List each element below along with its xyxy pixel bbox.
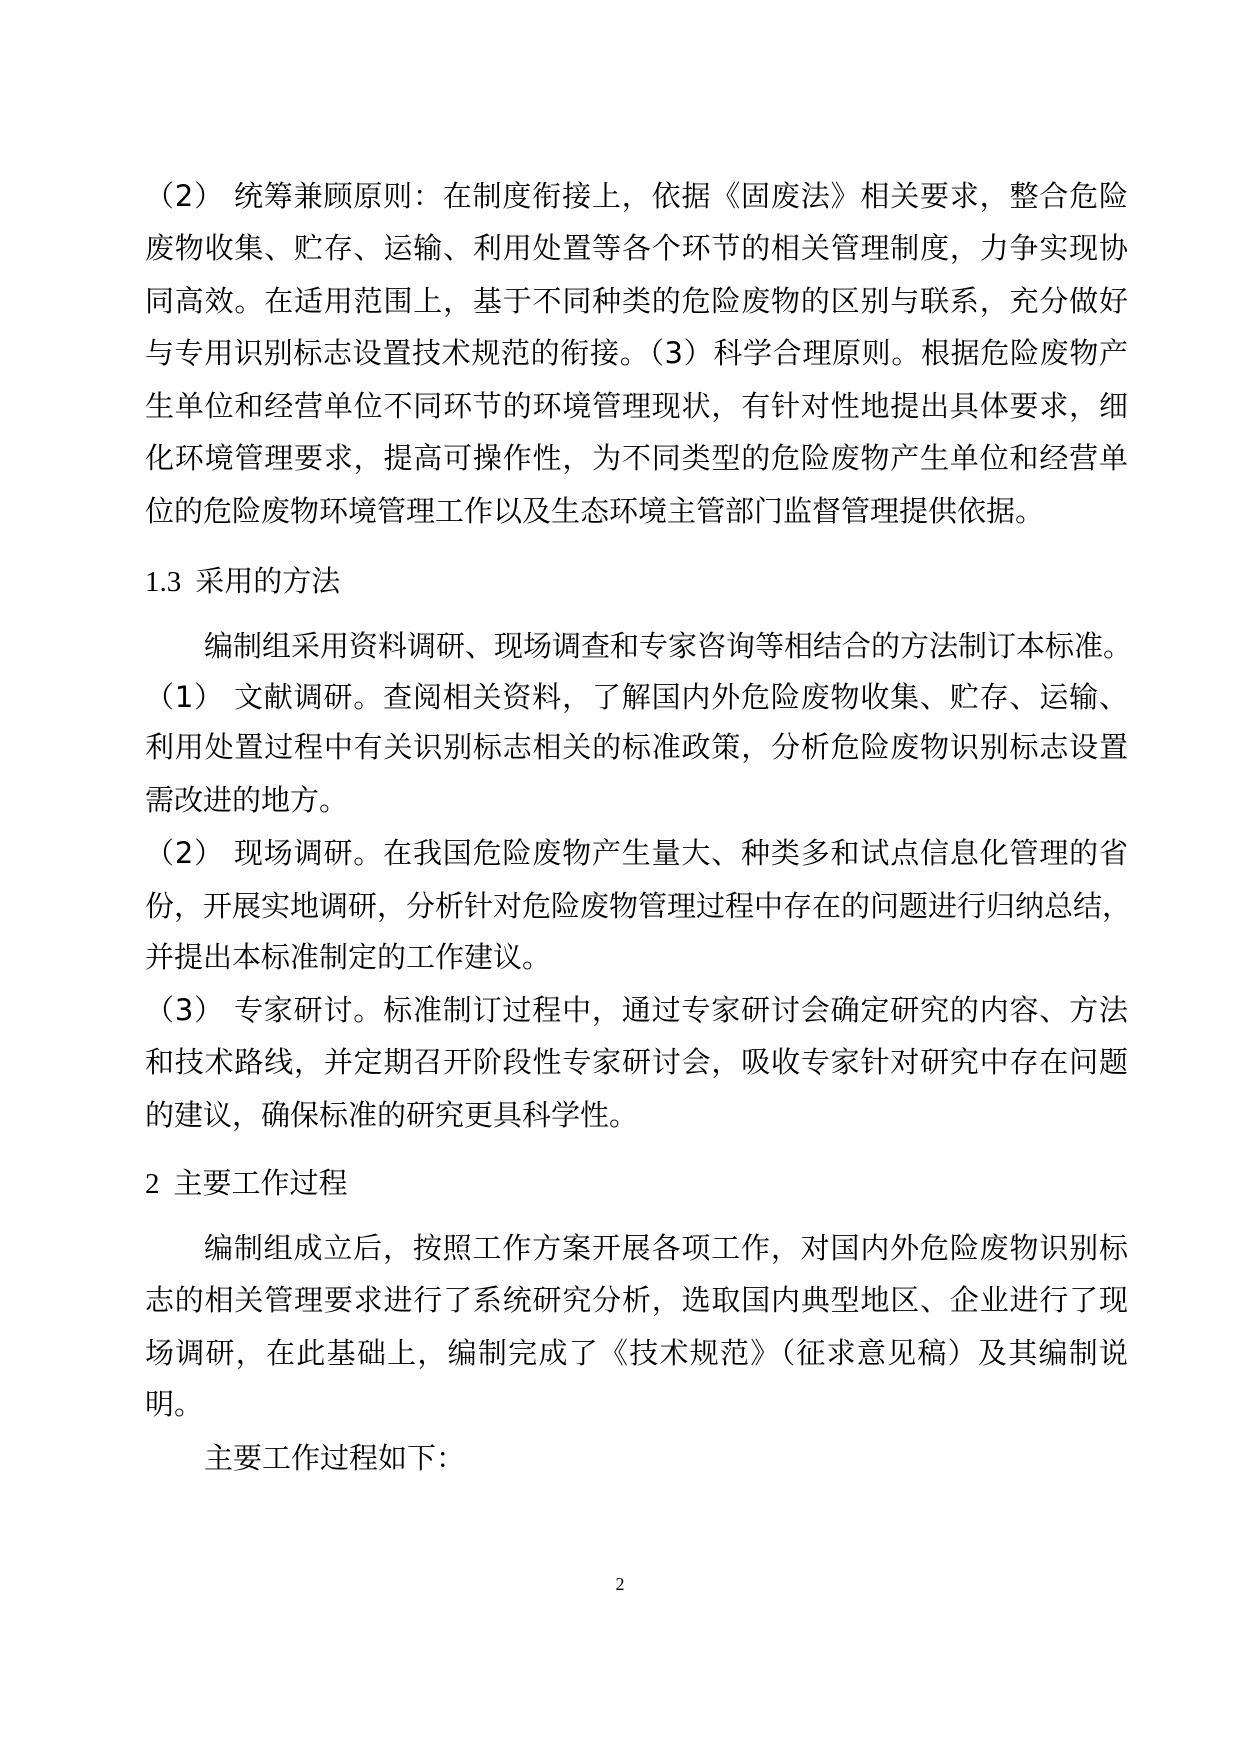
text-line: 与专用识别标志设置技术规范的衔接。（3）科学合理原则。根据危险废物产	[145, 336, 1128, 370]
section-number: 2	[145, 1168, 160, 1200]
text-line: 同高效。在适用范围上，基于不同种类的危险废物的区别与联系，充分做好	[145, 284, 1128, 318]
text-line: 需改进的地方。	[145, 783, 349, 817]
text-line: 并提出本标准制定的工作建议。	[145, 940, 552, 974]
text-line: 主要工作过程如下：	[204, 1441, 466, 1475]
section-title: 主要工作过程	[173, 1166, 348, 1200]
text-line: 生单位和经营单位不同环节的环境管理现状，有针对性地提出具体要求，细	[145, 389, 1128, 423]
text-line: 志的相关管理要求进行了系统研究分析，选取国内典型地区、企业进行了现	[145, 1283, 1128, 1317]
text-line: （1） 文献调研。查阅相关资料，了解国内外危险废物收集、贮存、运输、	[145, 680, 1128, 714]
section-heading-1-3	[145, 561, 340, 601]
methods-intro: 编制组采用资料调研、现场调查和专家咨询等相结合的方法制订本标准。	[204, 629, 1133, 663]
text-line: 编制组成立后，按照工作方案开展各项工作，对国内外危险废物识别标	[204, 1231, 1128, 1265]
text-line: 的建议，确保标准的研究更具科学性。	[145, 1098, 639, 1132]
text-line: 废物收集、贮存、运输、利用处置等各个环节的相关管理制度，力争实现协	[145, 231, 1128, 265]
page-number: 2	[615, 1574, 625, 1594]
section-title: 采用的方法	[195, 564, 341, 598]
text-line: 场调研，在此基础上，编制完成了《技术规范》（征求意见稿）及其编制说	[145, 1336, 1128, 1370]
text-line: 利用处置过程中有关识别标志相关的标准政策，分析危险废物识别标志设置	[145, 730, 1128, 764]
text-line: 份，开展实地调研，分析针对危险废物管理过程中存在的问题进行归纳总结，	[145, 889, 1132, 923]
text-line: （3） 专家研讨。标准制订过程中，通过专家研讨会确定研究的内容、方法	[145, 993, 1128, 1027]
text-line: （2） 统筹兼顾原则：在制度衔接上，依据《固废法》相关要求，整合危险	[145, 179, 1128, 213]
section-heading-2	[145, 1163, 348, 1203]
section-number: 1.3	[145, 566, 182, 598]
text-line: （2） 现场调研。在我国危险废物产生量大、种类多和试点信息化管理的省	[145, 836, 1128, 870]
text-line: 明。	[145, 1387, 204, 1421]
text-line: 化环境管理要求，提高可操作性，为不同类型的危险废物产生单位和经营单	[145, 441, 1128, 475]
text-line: 位的危险废物环境管理工作以及生态环境主管部门监督管理提供依据。	[145, 494, 1045, 528]
text-line: 和技术路线，并定期召开阶段性专家研讨会，吸收专家针对研究中存在问题	[145, 1045, 1128, 1079]
